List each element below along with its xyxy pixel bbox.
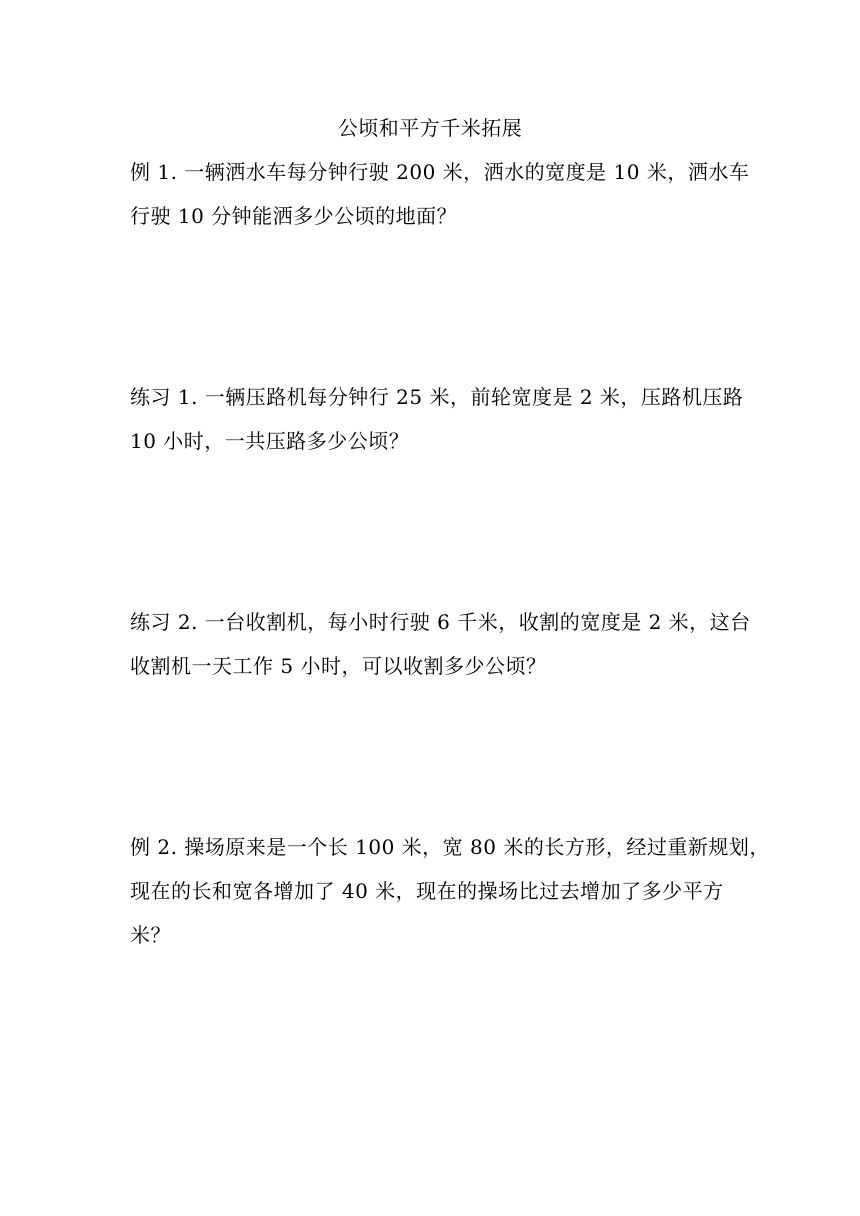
problem-text-line: 行驶 10 分钟能洒多少公顷的地面？ bbox=[130, 204, 458, 228]
problem-example-1 bbox=[130, 150, 750, 238]
problem-text-line: 例 1. 一辆洒水车每分钟行驶 200 米，洒水的宽度是 10 米，洒水车 bbox=[130, 160, 750, 184]
problem-practice-2 bbox=[130, 600, 751, 688]
document-title: 公顷和平方千米拓展 bbox=[337, 116, 523, 140]
problem-text-line: 米？ bbox=[130, 923, 171, 947]
problem-practice-1 bbox=[130, 375, 744, 463]
problem-text-line: 收割机一天工作 5 小时，可以收割多少公顷？ bbox=[130, 654, 547, 678]
problem-text-line: 现在的长和宽各增加了 40 米，现在的操场比过去增加了多少平方 bbox=[130, 879, 724, 903]
problem-text-line: 练习 1. 一辆压路机每分钟行 25 米，前轮宽度是 2 米，压路机压路 bbox=[130, 385, 744, 409]
problem-example-2 bbox=[130, 825, 770, 957]
problem-text-line: 例 2. 操场原来是一个长 100 米，宽 80 米的长方形，经过重新规划， bbox=[130, 835, 770, 859]
problem-text-line: 10 小时，一共压路多少公顷？ bbox=[130, 429, 410, 453]
problem-text-line: 练习 2. 一台收割机，每小时行驶 6 千米，收割的宽度是 2 米，这台 bbox=[130, 610, 751, 634]
